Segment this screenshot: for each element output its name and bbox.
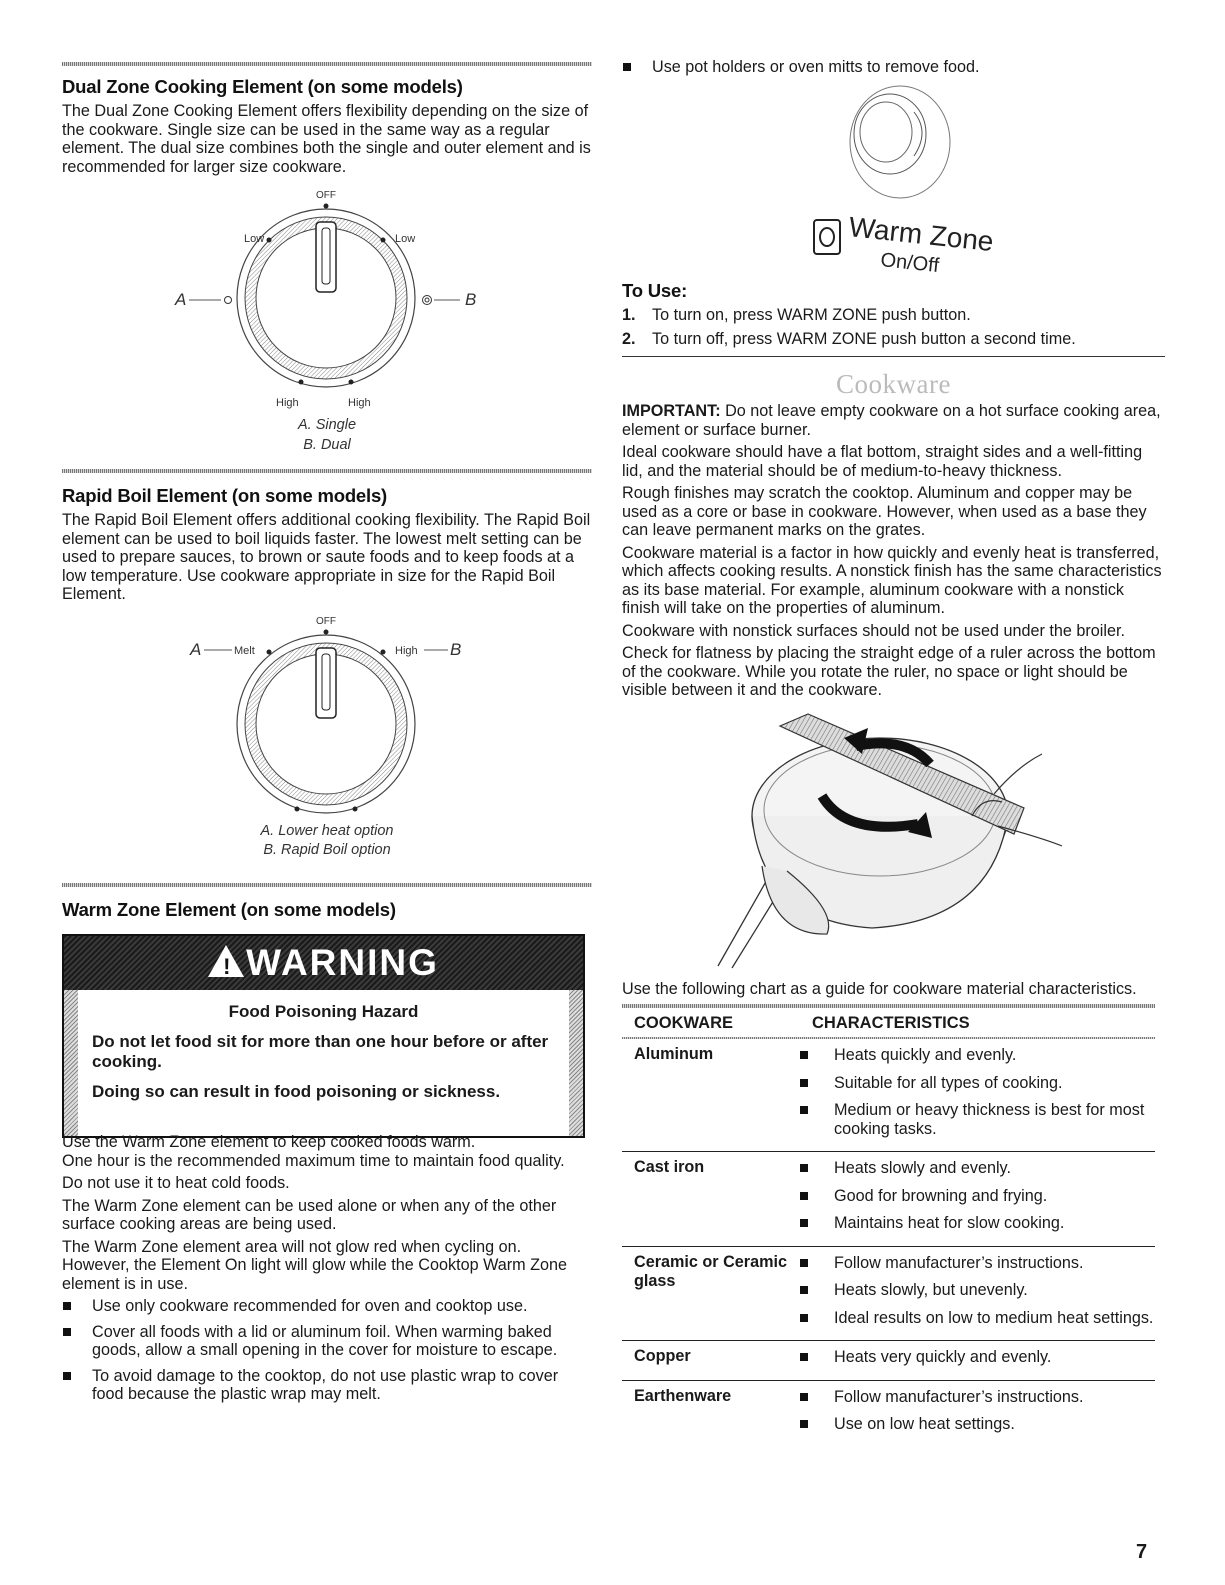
rapid-boil-knob-diagram: [62, 610, 592, 820]
table-row: Aluminum Heats quickly and evenly. Suitable for all types of cooking. Medium or heavy thickness is best for most cooking tasks.: [622, 1039, 1155, 1152]
warning-banner: [64, 936, 583, 990]
warm-paragraph-2: One hour is the recommended maximum time to maintain food quality.: [62, 1151, 565, 1170]
knob-melt-label: Melt: [234, 644, 255, 657]
knob-b-label: B: [450, 639, 462, 659]
warning-side-hatch: [569, 990, 583, 1136]
important-paragraph: IMPORTANT: Do not leave empty cookware on a hot surface cooking area, element or surface burner.: [622, 402, 1161, 439]
right-column: [622, 0, 1165, 1447]
warning-line-1: Do not let food sit for more than one hour before or after cooking.: [92, 1032, 549, 1071]
rapid-caption-a: A. Lower heat option: [260, 822, 394, 839]
warm-paragraph-1: Use the Warm Zone element to keep cooked foods warm.: [62, 1133, 476, 1151]
knob-high-right-label: High: [348, 397, 371, 409]
warning-line-2: Doing so can result in food poisoning or sickness.: [92, 1082, 501, 1101]
step-2: 2. To turn off, press WARM ZONE push button a second time.: [622, 329, 1076, 348]
warm-paragraph-3: Do not use it to heat cold foods.: [62, 1174, 290, 1192]
dual-zone-knob-diagram: [62, 184, 592, 414]
table-row: Earthenware Follow manufacturer’s instructions. Use on low heat settings.: [634, 1386, 1084, 1433]
cookware-paragraph-4: Cookware with nonstick surfaces should not be used under the broiler.: [622, 621, 1125, 640]
dual-zone-title: Dual Zone Cooking Element (on some models): [62, 76, 463, 97]
knob-off-label: OFF: [316, 190, 336, 201]
table-row: Ceramic or Ceramic glass Follow manufacturer’s instructions. Heats slowly, but unevenly. Ideal results on low to medium heat settings.: [622, 1246, 1155, 1341]
warm-paragraph-4: The Warm Zone element can be used alone or when any of the other surface cooking areas are being used.: [62, 1196, 557, 1233]
table-row: Cast iron Heats slowly and evenly. Good for browning and frying. Maintains heat for slow cooking.: [622, 1152, 1155, 1247]
section-divider: [62, 62, 592, 66]
cookware-title: Cookware: [836, 369, 951, 399]
cookware-table: [622, 1008, 1155, 1447]
warning-triangle-icon: !: [208, 945, 244, 977]
step-1: 1. To turn on, press WARM ZONE push button.: [622, 305, 971, 324]
section-divider: [622, 356, 1165, 358]
warning-side-hatch: [64, 990, 78, 1136]
section-divider: [62, 469, 592, 473]
list-item: Cover all foods with a lid or aluminum foil. When warming baked goods, allow a small opening in the cover for moisture to escape.: [62, 1323, 592, 1360]
warm-zone-body: [62, 1133, 592, 1411]
warm-paragraph-5: The Warm Zone element area will not glow red when cycling on. However, the Element On light will glow while the Cooktop Warm Zone element is in use.: [62, 1237, 568, 1293]
chart-intro: Use the following chart as a guide for cookware material characteristics.: [622, 979, 1137, 998]
left-column: [62, 0, 592, 921]
cookware-paragraph-2: Rough finishes may scratch the cooktop. Aluminum and copper may be used as a core or base in cookware. However, when used as a base they can leave permanent marks on the grates.: [622, 484, 1147, 539]
warm-bullet-list: [62, 1297, 592, 1404]
list-item: Use only cookware recommended for oven and cooktop use.: [62, 1297, 592, 1316]
rapid-caption-b: B. Rapid Boil option: [263, 842, 391, 858]
knob-high-label: High: [395, 644, 418, 657]
cookware-paragraph-3: Cookware material is a factor in how quickly and evenly heat is transferred, which affects cooking results. A nonstick finish has the same characteristics as its base material. For example, aluminum cookware with a nonstick finish will take on the properties of aluminum.: [622, 543, 1162, 617]
to-use-title: To Use:: [622, 279, 688, 301]
warm-zone-title: Warm Zone Element (on some models): [62, 898, 396, 920]
warm-zone-button-diagram: [622, 84, 1165, 274]
warning-banner-text: WARNING: [246, 942, 439, 983]
knob-b-label: B: [465, 290, 477, 309]
cookware-paragraph-5: Check for flatness by placing the straight edge of a ruler across the bottom of the cookware. While you rotate the ruler, no space or light should be visible between it and the cookware.: [622, 644, 1156, 699]
section-divider: [62, 883, 592, 887]
list-item: Use pot holders or oven mitts to remove food.: [622, 58, 1165, 77]
rapid-boil-paragraph: The Rapid Boil Element offers additional cooking flexibility. The Rapid Boil element can be used to boil liquids faster. The lowest melt setting can be used to prepare sauces, to brown or saute foods and to keep foods at a low temperature. Use cookware appropriate in size for the Rapid Boil Element.: [62, 511, 591, 603]
knob-low-right-label: Low: [395, 233, 416, 245]
table-header-cookware: COOKWARE: [634, 1014, 733, 1032]
knob-off-label: OFF: [316, 615, 336, 627]
knob-high-left-label: High: [276, 397, 299, 409]
warning-box: [62, 934, 585, 1138]
page-number: 7: [1136, 1541, 1148, 1563]
warning-hazard-title: Food Poisoning Hazard: [228, 1002, 419, 1021]
list-item: To avoid damage to the cooktop, do not use plastic wrap to cover food because the plastic wrap may melt.: [62, 1367, 592, 1404]
knob-a-label: A: [190, 639, 202, 659]
table-header-characteristics: CHARACTERISTICS: [812, 1014, 970, 1032]
dual-zone-paragraph: The Dual Zone Cooking Element offers flexibility depending on the size of the cookware. Single size can be used in the same way as a regular element. The dual size combines both the single and outer element and is recommended for larger size cookware.: [62, 102, 591, 176]
top-bullet-list: [622, 58, 1165, 77]
cookware-paragraph-1: Ideal cookware should have a flat bottom, straight sides and a well-fitting lid, and the material should be of medium-to-heavy thickness.: [622, 443, 1143, 480]
dual-caption-b: B. Dual: [303, 436, 351, 453]
knob-a-label: A: [175, 290, 187, 309]
rapid-boil-title: Rapid Boil Element (on some models): [62, 485, 388, 506]
warm-zone-label: Warm Zone: [847, 210, 996, 257]
table-row: Copper Heats very quickly and evenly.: [622, 1341, 1155, 1381]
knob-low-left-label: Low: [244, 233, 265, 245]
dual-caption-a: A. Single: [297, 417, 357, 433]
on-off-label: On/Off: [879, 248, 941, 274]
ruler-flatness-illustration: [622, 706, 1165, 976]
power-button-icon: [814, 220, 840, 254]
